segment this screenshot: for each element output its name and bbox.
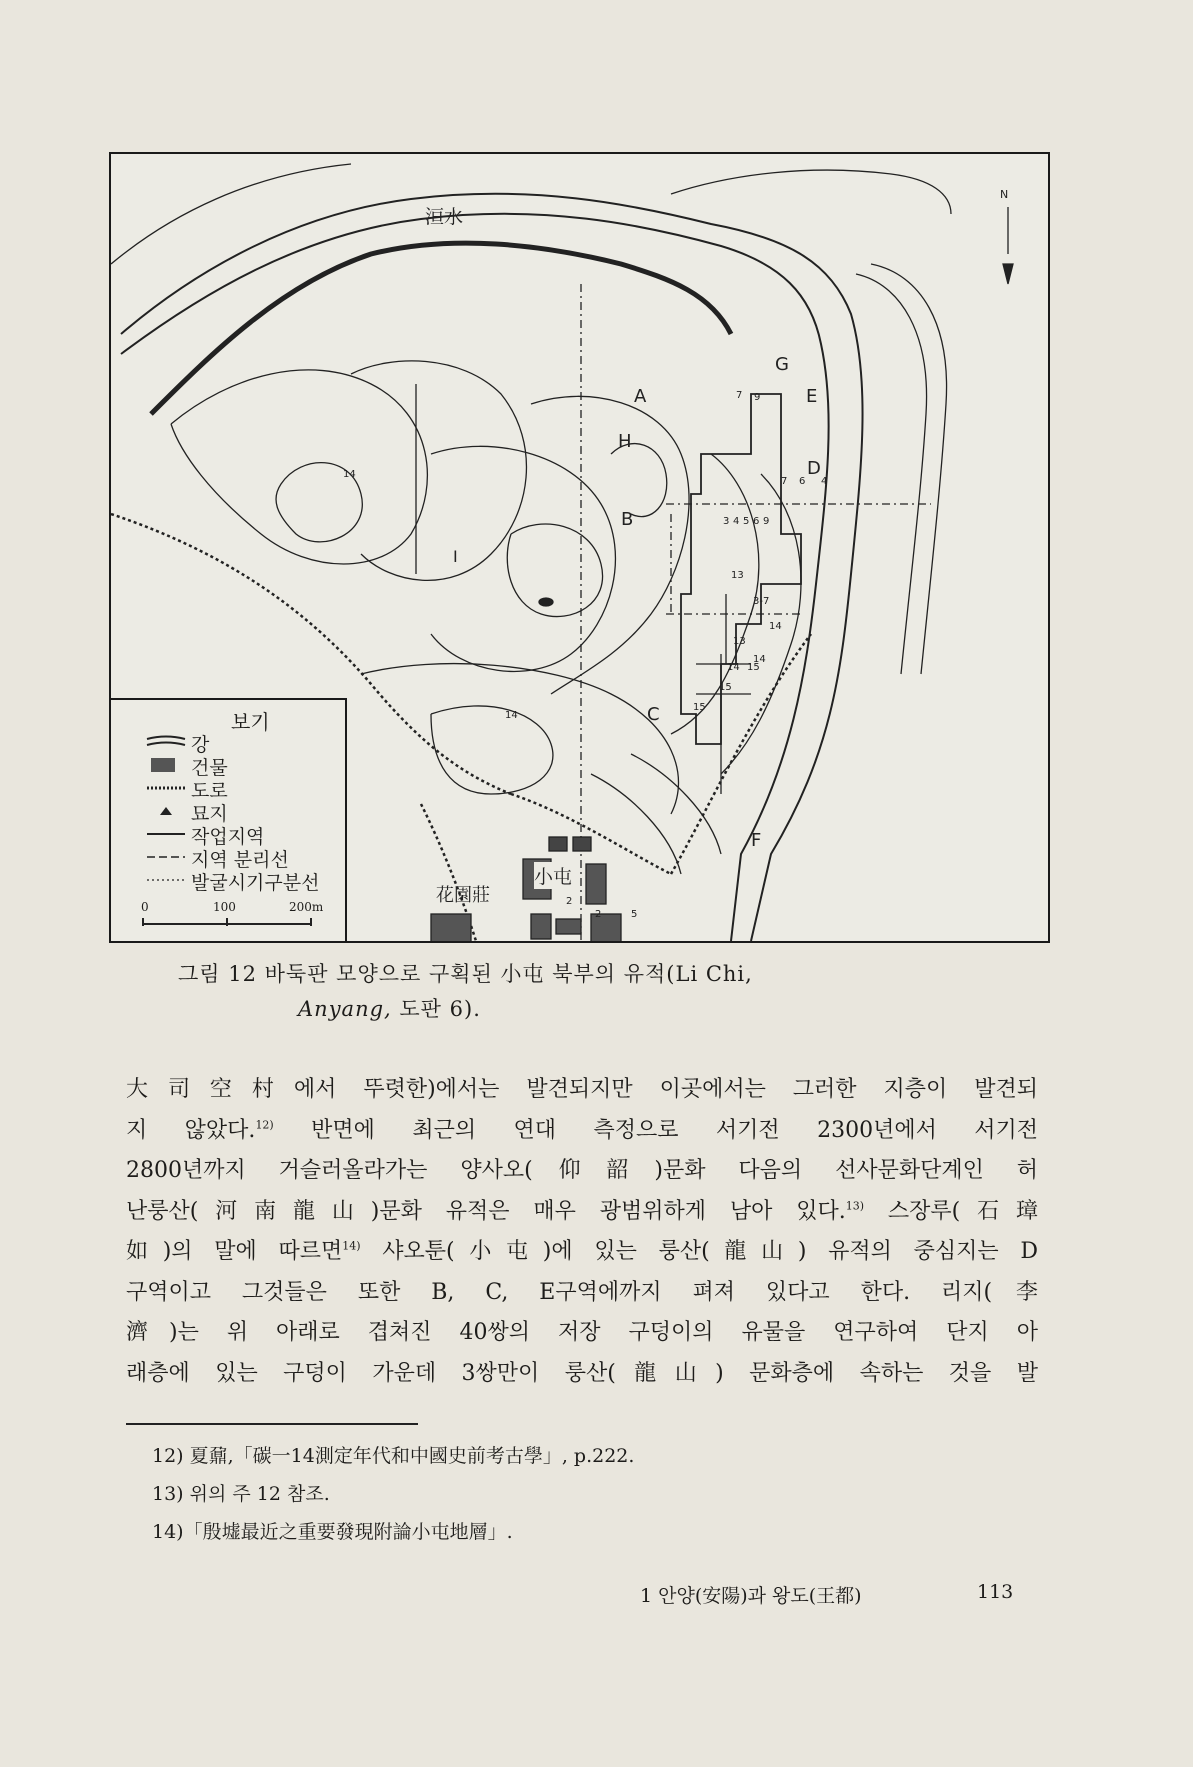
block-number: 6 (753, 516, 760, 527)
block-number: 9 (754, 392, 761, 403)
zone-label: D (807, 458, 821, 479)
legend-label: 도로 (191, 780, 228, 802)
footnote-divider (126, 1423, 418, 1425)
block-number: 15 (719, 682, 732, 693)
block-number: 15 (747, 662, 760, 673)
block-number: 14 (505, 710, 518, 721)
body-line: 如)의 말에 따르면$^{14)}$ 샤오툰(小屯)에 있는 룽산(龍山) 유적의 중심지는 D (126, 1239, 1038, 1264)
caption-italic: Anyang, (298, 997, 392, 1021)
block-number: 6 (799, 476, 806, 487)
block-number: 3-7 (753, 596, 770, 607)
legend-label: 작업지역 (191, 826, 265, 848)
scale-tick: 200m (289, 900, 324, 914)
block-number: 7 (781, 476, 788, 487)
block-number: 14 (769, 621, 782, 632)
legend-item-work-area (145, 822, 345, 846)
body-line: 2800년까지 거슬러올라가는 양사오(仰韶)문화 다음의 선사문화단계인 허 (126, 1158, 1038, 1183)
map-scale (141, 900, 324, 930)
caption-line-2 (178, 992, 1018, 1027)
figure-caption (178, 957, 1018, 1027)
body-line: 래층에 있는 구덩이 가운데 3쌍만이 룽산(龍山) 문화층에 속하는 것을 발 (126, 1360, 1038, 1386)
footnote-ref: 14) (342, 1239, 361, 1253)
footnote-12: 12) 夏鼐,「碳一14測定年代和中國史前考古學」, p.222. (152, 1445, 635, 1467)
zone-label: F (751, 830, 762, 851)
body-line: 大司空村에서 뚜렷한)에서는 발견되지만 이곳에서는 그러한 지층이 발견되 (126, 1077, 1038, 1102)
legend-title: 보기 (231, 710, 270, 734)
zone-label: I (453, 547, 458, 566)
body-line: 구역이고 그것들은 또한 B, C, E구역에까지 펴져 있다고 한다. 리지(李 (126, 1279, 1038, 1305)
block-number: 13 (731, 570, 744, 581)
legend-label: 강 (191, 734, 210, 756)
body-line: 난룽산(河南龍山)문화 유적은 매우 광범위하게 남아 있다.$^{13)}$ 스장루(石璋 (126, 1198, 1038, 1224)
river-label: 洹水 (425, 206, 464, 228)
block-number: 2 (566, 896, 573, 907)
river-symbol-icon (145, 734, 187, 750)
zone-label: G (775, 354, 789, 375)
footnote-ref: 13) (845, 1199, 865, 1213)
excavation-period-symbol-icon (145, 872, 187, 888)
footnote-ref: 12) (255, 1118, 274, 1132)
block-number: 3 (723, 516, 730, 527)
garden-label: 花園莊 (436, 885, 490, 906)
running-footer: 1 안양(安陽)과 왕도(王都) (640, 1585, 862, 1607)
block-number: 14 (343, 469, 356, 480)
scale-tick: 0 (141, 900, 149, 914)
footnote-13: 13) 위의 주 12 참조. (152, 1483, 330, 1505)
zone-label: B (621, 509, 634, 530)
legend-label: 묘지 (191, 803, 228, 825)
block-number: 15 (693, 702, 706, 713)
body-paragraph (126, 1070, 1038, 1394)
block-number: 4 (733, 516, 740, 527)
page-number: 113 (977, 1581, 1014, 1603)
block-number: 4 (821, 476, 828, 487)
legend-label: 발굴시기구분선 (191, 872, 320, 894)
zone-label: H (618, 431, 632, 452)
legend-item-tomb (145, 799, 345, 823)
map-figure (109, 152, 1050, 943)
legend-label: 건물 (191, 757, 228, 779)
body-line: 지 않았다.$^{12)}$ 반면에 최근의 연대 측정으로 서기전 2300년에서 서기전 (126, 1117, 1039, 1143)
legend-item-building (145, 753, 345, 777)
zone-label: E (806, 386, 818, 407)
block-number: 9 (763, 516, 770, 527)
block-number: 7 (736, 390, 743, 401)
tomb-symbol-icon (145, 803, 187, 819)
road-symbol-icon (145, 780, 187, 796)
body-line: 濟)는 위 아래로 겹쳐진 40쌍의 저장 구덩이의 유물을 연구하여 단지 아 (126, 1320, 1038, 1345)
legend-item-excavation-period (145, 868, 345, 892)
scale-tick: 100 (213, 900, 236, 914)
area-divider-symbol-icon (145, 849, 187, 865)
building-symbol-icon (145, 757, 187, 773)
block-number: 14 (727, 662, 740, 673)
zone-label: C (647, 704, 660, 725)
block-number: 14 (753, 654, 766, 665)
block-number: 2 (595, 909, 602, 920)
legend-label: 지역 분리선 (191, 849, 289, 871)
map-legend (111, 698, 347, 943)
village-label: 小屯 (534, 862, 572, 889)
north-label: N (1000, 188, 1009, 201)
legend-item-area-divider (145, 845, 345, 869)
caption-rest: 도판 6). (391, 997, 481, 1021)
work-area-symbol-icon (145, 826, 187, 842)
block-number: 5 (631, 909, 638, 920)
footnote-14: 14)「殷墟最近之重要發現附論小屯地層」. (152, 1521, 513, 1543)
caption-line-1: 그림 12 바둑판 모양으로 구획된 小屯 북부의 유적(Li Chi, (178, 962, 753, 986)
block-number: 13 (733, 636, 746, 647)
legend-item-road (145, 776, 345, 800)
zone-label: A (634, 386, 647, 407)
footnotes (152, 1437, 634, 1551)
block-number: 5 (743, 516, 750, 527)
legend-item-river (145, 730, 345, 754)
